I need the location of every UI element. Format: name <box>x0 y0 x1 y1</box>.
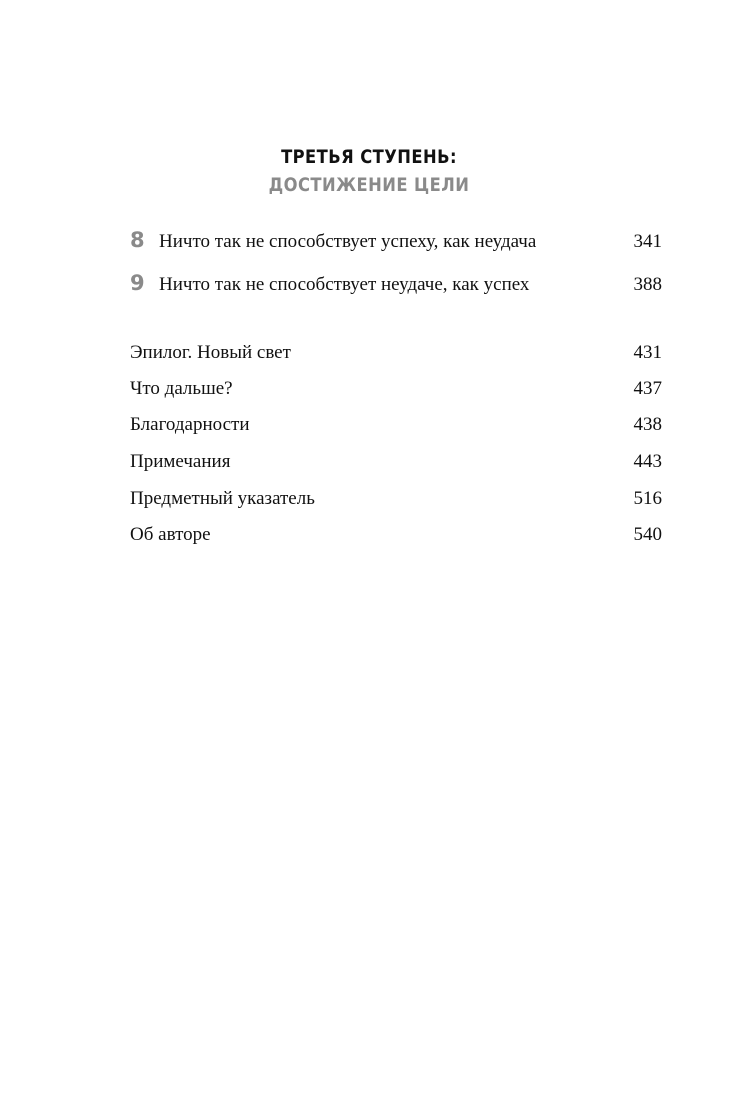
toc-item-title: Что дальше? <box>130 378 233 399</box>
toc-chapter-8[interactable] <box>130 229 662 255</box>
toc-item-acknowledgements[interactable] <box>130 412 662 438</box>
part-subtitle: ДОСТИЖЕНИЕ ЦЕЛИ <box>268 174 470 196</box>
chapter-title: Ничто так не способствует успеху, как неудача <box>159 231 537 252</box>
toc-item-title: Благодарности <box>130 414 250 435</box>
toc-item-index[interactable] <box>130 486 662 512</box>
chapter-number: 9 <box>130 271 145 295</box>
part-title: ТРЕТЬЯ СТУПЕНЬ: <box>281 146 457 168</box>
page-number: 388 <box>633 274 662 295</box>
page-number: 540 <box>633 524 662 545</box>
toc-chapter-9[interactable] <box>130 272 662 298</box>
chapter-number: 8 <box>130 228 145 252</box>
toc-item-about-author[interactable] <box>130 522 662 548</box>
page-number: 438 <box>633 414 662 435</box>
page-number: 431 <box>633 342 662 363</box>
page-number: 437 <box>633 378 662 399</box>
chapter-title: Ничто так не способствует неудаче, как успех <box>159 274 530 295</box>
toc-item-notes[interactable] <box>130 449 662 475</box>
page-number: 516 <box>633 488 662 509</box>
toc-item-whats-next[interactable] <box>130 376 662 402</box>
page-number: 341 <box>633 231 662 252</box>
toc-item-title: Эпилог. Новый свет <box>130 342 291 363</box>
toc-item-title: Примечания <box>130 451 231 472</box>
page-number: 443 <box>633 451 662 472</box>
toc-item-epilogue[interactable] <box>130 340 662 366</box>
toc-item-title: Об авторе <box>130 524 211 545</box>
toc-item-title: Предметный указатель <box>130 488 315 509</box>
